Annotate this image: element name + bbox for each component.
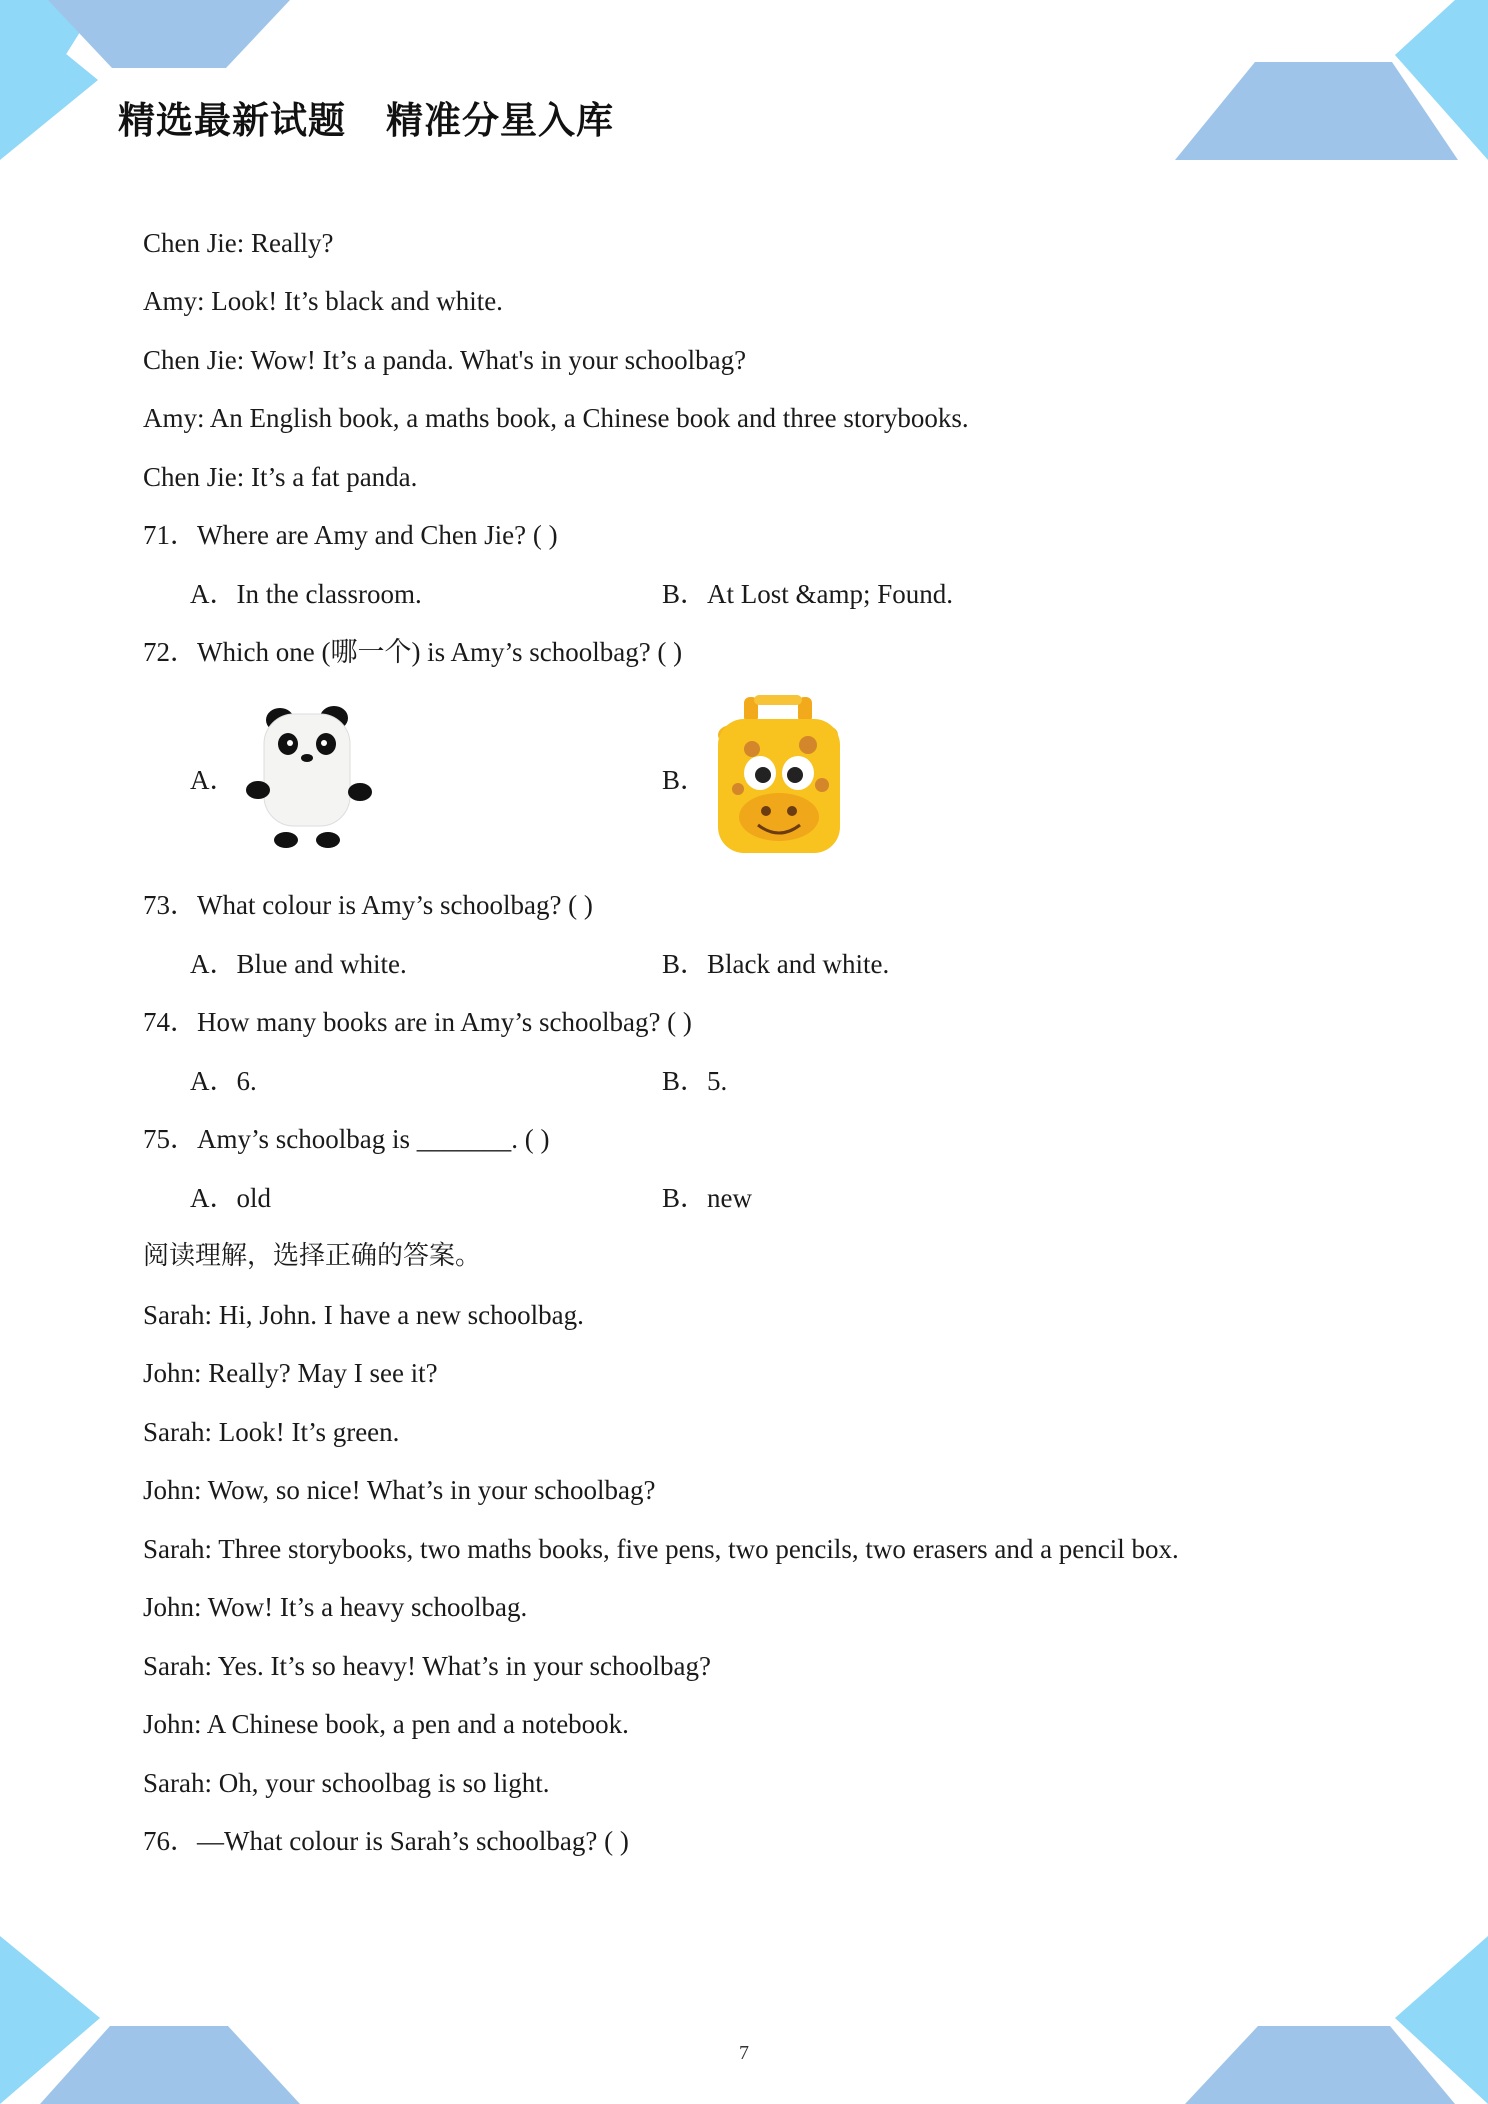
section2-instruction: 阅读理解，选择正确的答案。 [143, 1241, 482, 1271]
header-title-right: 精准分星入库 [386, 99, 614, 142]
question-74: 74．How many books are in Amy’s schoolbag? ( ) [143, 1007, 692, 1037]
dialogue2-line: Sarah: Yes. It’s so heavy! What’s in your schoolbag? [143, 1651, 711, 1681]
header-title-left: 精选最新试题 [118, 99, 346, 142]
panda-backpack-icon [242, 702, 378, 850]
dialogue1-line: Chen Jie: It’s a fat panda. [143, 462, 418, 492]
dialogue1-line: Chen Jie: Really? [143, 228, 334, 258]
question-73: 73．What colour is Amy’s schoolbag? ( ) [143, 890, 593, 920]
dialogue2-line: John: A Chinese book, a pen and a notebook. [143, 1709, 629, 1739]
giraffe-backpack-icon [710, 693, 846, 858]
dialogue2-line: Sarah: Oh, your schoolbag is so light. [143, 1768, 550, 1798]
q75-option-b: B．new [662, 1183, 752, 1213]
q71-option-b: B．At Lost &amp; Found. [662, 579, 954, 609]
dialogue2-line: Sarah: Look! It’s green. [143, 1417, 400, 1447]
dialogue2-line: John: Wow, so nice! What’s in your schoolbag? [143, 1475, 656, 1505]
question-72: 72．Which one (哪一个) is Amy’s schoolbag? ( ) [143, 637, 683, 667]
q75-option-a: A．old [190, 1183, 271, 1213]
dialogue1-line: Amy: Look! It’s black and white. [143, 286, 503, 316]
dialogue2-line: Sarah: Hi, John. I have a new schoolbag. [143, 1300, 584, 1330]
q72-option-a-label: A． [190, 765, 237, 795]
question-76: 76．—What colour is Sarah’s schoolbag? ( ) [143, 1826, 629, 1856]
dialogue1-line: Chen Jie: Wow! It’s a panda. What's in your schoolbag? [143, 345, 747, 375]
page-header-title [118, 90, 614, 144]
q73-option-a: A．Blue and white. [190, 949, 407, 979]
dialogue2-line: Sarah: Three storybooks, two maths books, five pens, two pencils, two erasers and a pencil box. [143, 1534, 1179, 1564]
q74-option-b: B．5. [662, 1066, 728, 1096]
q73-option-b: B．Black and white. [662, 949, 890, 979]
dialogue2-line: John: Wow! It’s a heavy schoolbag. [143, 1592, 528, 1622]
dialogue2-line: John: Really? May I see it? [143, 1358, 438, 1388]
q72-option-b-label: B． [662, 765, 708, 795]
q71-option-a: A．In the classroom. [190, 579, 422, 609]
question-71: 71．Where are Amy and Chen Jie? ( ) [143, 520, 558, 550]
q74-option-a: A．6. [190, 1066, 257, 1096]
page-number: 7 [739, 2042, 749, 2064]
dialogue1-line: Amy: An English book, a maths book, a Chinese book and three storybooks. [143, 403, 969, 433]
question-75: 75．Amy’s schoolbag is _______. ( ) [143, 1124, 550, 1154]
